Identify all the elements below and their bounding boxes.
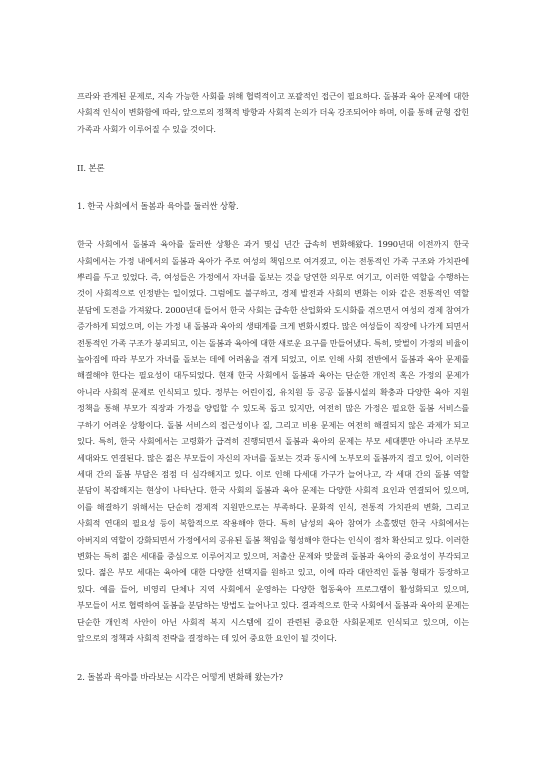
subheading-1: 1. 한국 사회에서 돌봄과 육아를 둘러싼 상황. [77, 201, 239, 212]
intro-paragraph-tail: 프라와 관계된 문제로, 지속 가능한 사회를 위해 협력적이고 포괄적인 접근이 필요하다. 돌봄과 육아 문제에 대한 사회적 인식이 변화함에 따라, 앞으로의 정책적 방향과 사회적 논의가 더욱 강조되어야 하며, 이를 통해 균형 잡힌 가족과 사회가 이루어질 수 있을 것이다. [77, 91, 469, 134]
section-heading: II. 본론 [77, 163, 105, 174]
body-paragraph: 한국 사회에서 돌봄과 육아를 둘러싼 상황은 과거 몇십 년간 급속히 변화해왔다. 1990년대 이전까지 한국 사회에서는 가정 내에서의 돌봄과 육아가 주로 여성의 책임으로 여겨졌고, 이는 전통적인 가족 구조와 가치관에 뿌리를 두고 있었다. 즉, 여성들은 가정에서 자녀를 돌보는 것을 당연한 의무로 여기고, 이러한 역할을 수행하는 것이 사회적으로 인정받는 일이었다. 그럼에도 불구하고, 경제 발전과 사회의 변화는 이와 같은 전통적인 역할 분담에 도전을 가져왔다. 2000년대 들어서 한국 사회는 급속한 산업화와 도시화를 겪으면서 여성의 경제 참여가 증가하게 되었으며, 이는 가정 내 돌봄과 육아의 생태계를 크게 변화시켰다. 많은 여성들이 직장에 나가게 되면서 전통적인 가족 구조가 붕괴되고, 이는 돌봄과 육아에 대한 새로운 요구를 만들어냈다. 특히, 맞벌이 가정의 비율이 높아짐에 따라 부모가 자녀를 돌보는 데에 어려움을 겪게 되었고, 이로 인해 사회 전반에서 돌봄과 육아 문제를 해결해야 한다는 필요성이 대두되었다. 현재 한국 사회에서 돌봄과 육아는 단순한 개인적 혹은 가정의 문제가 아니라 사회적 문제로 인식되고 있다. 정부는 어린이집, 유치원 등 공공 돌봄시설의 확충과 다양한 육아 지원 정책을 통해 부모가 직장과 가정을 양립할 수 있도록 돕고 있지만, 여전히 많은 가정은 필요한 돌봄 서비스를 구하기 어려운 상황이다. 돌봄 서비스의 접근성이나 질, 그리고 비용 문제는 여전히 해결되지 않은 과제가 되고 있다. 특히, 한국 사회에서는 고령화가 급격히 진행되면서 돌봄과 육아의 문제는 부모 세대뿐만 아니라 조부모 세대와도 연결된다. 많은 젊은 부모들이 자신의 자녀를 돌보는 것과 동시에 노부모의 돌봄까지 걸고 있어, 이러한 세대 간의 돌봄 부담은 점점 더 심각해지고 있다. 이로 인해 다세대 가구가 늘어나고, 각 세대 간의 돌봄 역할 분담이 복잡해지는 현상이 나타난다. 한국 사회의 돌봄과 육아 문제는 다양한 사회적 요인과 연결되어 있으며, 이를 해결하기 위해서는 단순히 경제적 지원만으로는 부족하다. 문화적 인식, 전통적 가치관의 변화, 그리고 사회적 연대의 필요성 등이 복합적으로 작용해야 한다. 특히 남성의 육아 참여가 소홀했던 한국 사회에서는 아버지의 역할이 강화되면서 가정에서의 공유된 돌봄 책임을 형성해야 한다는 인식이 점차 확산되고 있다. 이러한 변화는 특히 젊은 세대를 중심으로 이루어지고 있으며, 저출산 문제와 맞물려 돌봄과 육아의 중요성이 부각되고 있다. 젊은 부모 세대는 육아에 대한 다양한 선택지를 원하고 있고, 이에 따라 대안적인 돌봄 형태가 등장하고 있다. 예를 들어, 비영리 단체나 지역 사회에서 운영하는 다양한 협동육아 프로그램이 활성화되고 있으며, 부모들이 서로 협력하여 돌봄을 분담하는 방법도 늘어나고 있다. 결과적으로 한국 사회에서 돌봄과 육아의 문제는 단순한 개인적 사안이 아닌 사회적 복지 시스템에 깊이 관련된 중요한 사회문제로 인식되고 있으며, 이는 앞으로의 정책과 사회적 전략을 결정하는 데 있어 중요한 요인이 될 것이다. [77, 239, 469, 643]
subheading-2: 2. 돌봄과 육아를 바라보는 시각은 어떻게 변화해 왔는가? [77, 672, 283, 683]
